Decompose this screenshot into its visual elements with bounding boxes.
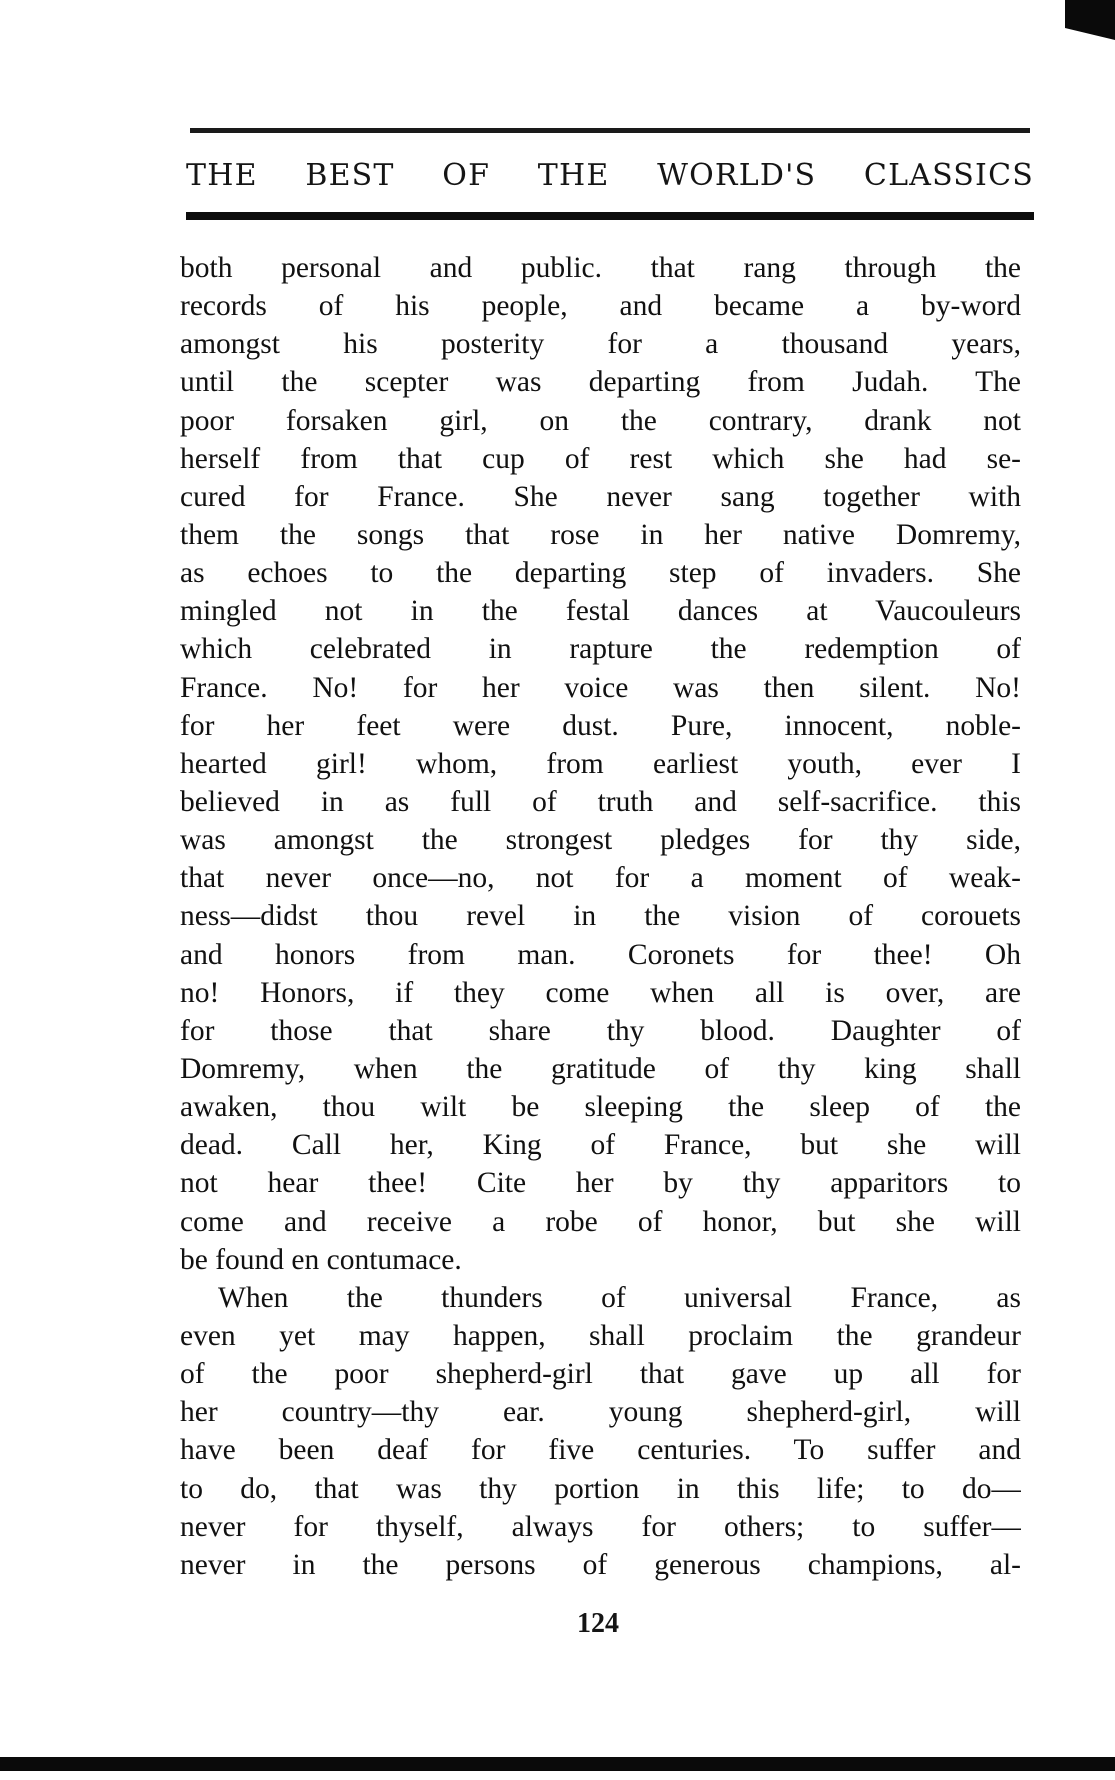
text-line: dead. Call her, King of France, but she will	[180, 1129, 1021, 1162]
header-top-rule	[190, 128, 1030, 133]
text-line: hearted girl! whom, from earliest youth, ever I	[180, 747, 1021, 780]
text-line: to do, that was thy portion in this life; to do—	[180, 1472, 1021, 1505]
text-line: her country—thy ear. young shepherd-girl, will	[180, 1396, 1021, 1429]
text-line: records of his people, and became a by-word	[180, 290, 1021, 323]
text-line: awaken, thou wilt be sleeping the sleep of the	[180, 1091, 1021, 1124]
text-line: come and receive a robe of honor, but she will	[180, 1205, 1021, 1238]
text-line: no! Honors, if they come when all is over, are	[180, 976, 1021, 1009]
text-line: not hear thee! Cite her by thy apparitors to	[180, 1167, 1021, 1200]
text-line: and honors from man. Coronets for thee! Oh	[180, 938, 1021, 971]
text-line: until the scepter was departing from Judah. The	[180, 366, 1021, 399]
text-line: was amongst the strongest pledges for thy side,	[180, 824, 1021, 857]
text-line: believed in as full of truth and self-sacrifice. this	[180, 785, 1021, 818]
body-text	[180, 249, 1021, 1584]
text-line: which celebrated in rapture the redemption of	[180, 633, 1021, 666]
text-line: of the poor shepherd-girl that gave up all for	[180, 1358, 1021, 1391]
page-bottom-edge	[0, 1757, 1115, 1771]
text-line: never in the persons of generous champions, al-	[180, 1548, 1021, 1581]
paragraph-first-line: When the thunders of universal France, as	[218, 1281, 1021, 1314]
text-line: poor forsaken girl, on the contrary, drank not	[180, 404, 1021, 437]
text-line: both personal and public. that rang through the	[180, 252, 1021, 284]
text-line: France. No! for her voice was then silent. No!	[180, 671, 1021, 704]
text-line: have been deaf for five centuries. To suffer and	[180, 1434, 1021, 1467]
header-bottom-rule	[186, 212, 1034, 220]
paragraph-last-line: be found en contumace.	[180, 1243, 462, 1276]
text-line: as echoes to the departing step of invaders. She	[180, 557, 1021, 590]
text-line: even yet may happen, shall proclaim the grandeur	[180, 1319, 1021, 1352]
text-line: for her feet were dust. Pure, innocent, noble-	[180, 709, 1021, 742]
text-line: Domremy, when the gratitude of thy king shall	[180, 1052, 1021, 1085]
text-line: never for thyself, always for others; to suffer—	[180, 1510, 1021, 1543]
text-line: that never once—no, not for a moment of weak-	[180, 862, 1021, 895]
text-line: them the songs that rose in her native Domremy,	[180, 518, 1021, 551]
text-line: mingled not in the festal dances at Vaucouleurs	[180, 595, 1021, 628]
text-line: for those that share thy blood. Daughter of	[180, 1014, 1021, 1047]
page-corner-shadow	[1065, 0, 1115, 40]
running-head-title: THE BEST OF THE WORLD'S CLASSICS	[186, 158, 1034, 193]
text-line: amongst his posterity for a thousand years,	[180, 328, 1021, 361]
text-line: ness—didst thou revel in the vision of corouets	[180, 900, 1021, 933]
text-line: herself from that cup of rest which she had se-	[180, 442, 1021, 475]
text-line: cured for France. She never sang together with	[180, 480, 1021, 513]
page-number: 124	[577, 1608, 619, 1639]
